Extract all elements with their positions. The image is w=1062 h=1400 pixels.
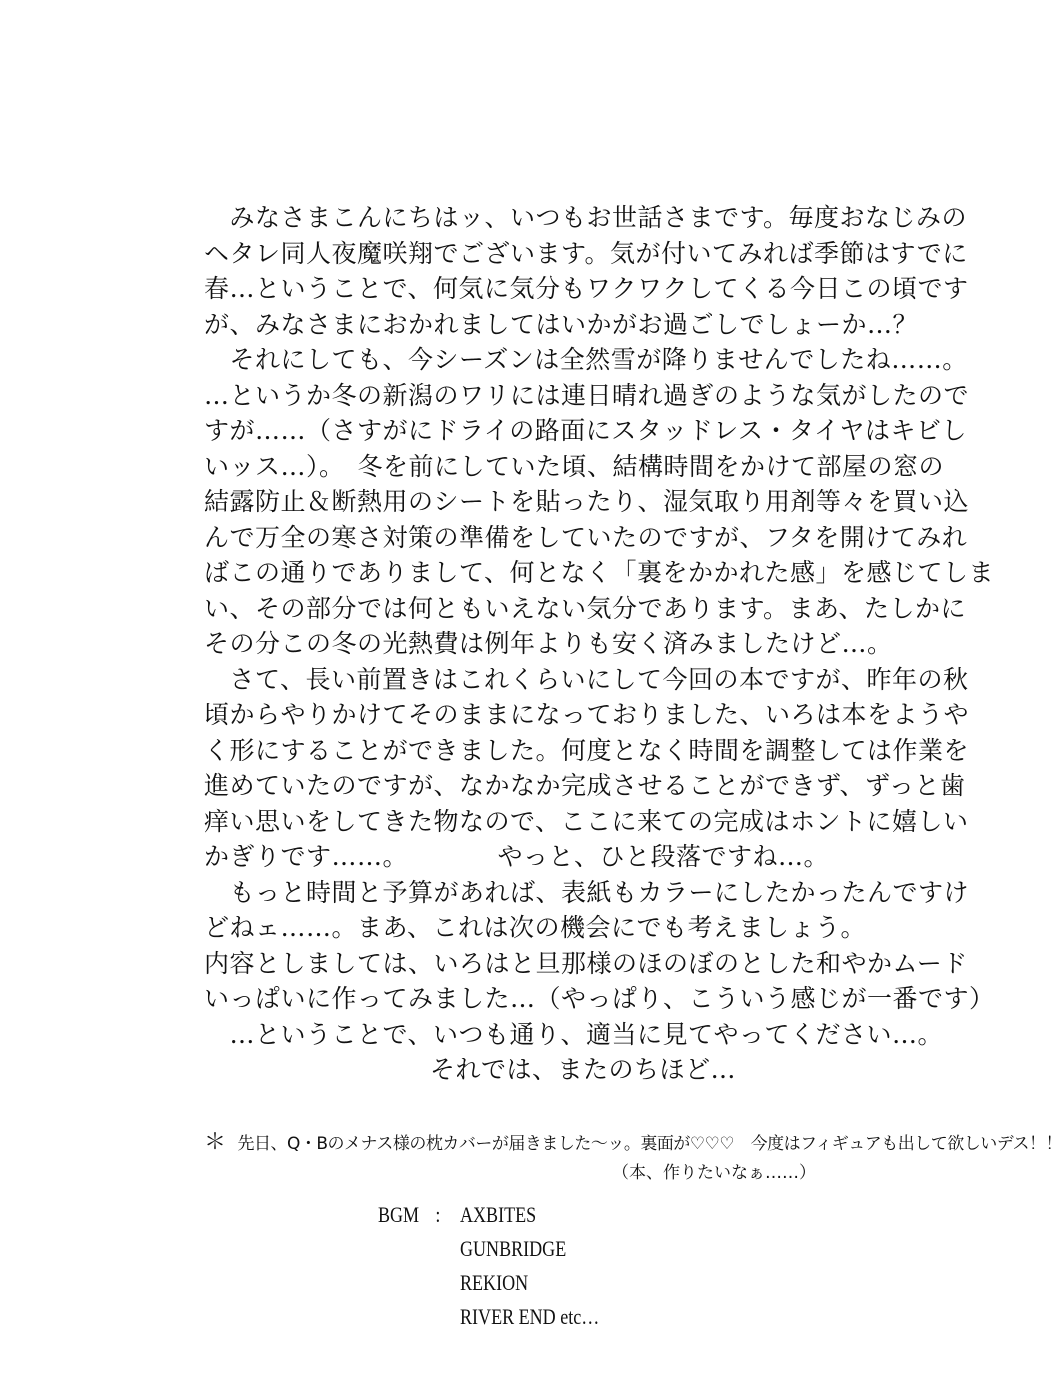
footnote-aside: （本、作りたいなぁ……） [612,1163,816,1183]
footnote-text: 先日、Q・Bのメナス様の枕カバーが届きました～ッ。裏面が♡♡♡ 今度はフィギュアも出して欲しいデス！！ [237,1134,1062,1154]
text-line: いッス…）。 冬を前にしていた頃、結構時間をかけて部屋の窓の [204,451,945,481]
bgm-item: RIVER END etc… [460,1304,600,1329]
text-line: さて、長い前置きはこれくらいにして今回の本ですが、昨年の秋 [204,664,969,694]
bgm-label: BGM [378,1202,420,1227]
text-line: すが……（さすがにドライの路面にスタッドレス・タイヤはキビし [204,416,968,445]
bgm-row [378,1232,599,1266]
closing-line: それでは、またのちほど… [429,1055,736,1084]
text-line: 痒い思いをしてきた物なので、ここに来ての完成はホントに嬉しい [204,806,969,836]
text-line: 進めていたのですが、なかなか完成させることができず、ずっと歯 [204,771,966,800]
bgm-row [378,1198,599,1232]
text-line: く形にすることができました。何度となく時間を調整しては作業を [204,735,970,765]
text-line: 結露防止＆断熱用のシートを貼ったり、湿気取り用剤等々を買い込 [204,487,970,516]
text-line: 春…ということで、何気に気分もワクワクしてくる今日この頃です [204,274,969,303]
bgm-item: GUNBRIDGE [460,1236,567,1261]
text-line: ヘタレ同人夜魔咲翔でございます。気が付いてみれば季節はすでに [204,238,968,268]
text-line: 頃からやりかけてそのままになっておりました、いろは本をようや [204,700,970,729]
text-line: もっと時間と予算があれば、表紙もカラーにしたかったんですけ [204,877,970,907]
text-line: いっぱいに作ってみました…（やっぱり、こういう感じが一番です） [204,984,995,1013]
bgm-row [378,1266,599,1300]
text-line: が、みなさまにおかれましてはいかがお過ごしでしょーか…？ [204,309,919,339]
text-line: その分この冬の光熱費は例年よりも安く済みましたけど…。 [204,629,893,658]
footnote [204,1125,1062,1156]
text-line: それにしても、今シーズンは全然雪が降りませんでしたね……。 [204,345,968,374]
asterisk-mark: ＊ [204,1130,226,1155]
text-line: 内容としましては、いろはと旦那様のほのぼのとした和やかムード [204,948,968,978]
text-line: んで万全の寒さ対策の準備をしていたのですが、フタを開けてみれ [204,522,968,552]
bgm-item: AXBITES [460,1202,537,1227]
bgm-list [378,1198,599,1334]
text-line: どねェ……。まあ、これは次の機会にでも考えましょう。 [204,913,867,942]
text-line: ばこの通りでありまして、何となく「裏をかかれた感」を感じてしま [204,558,995,587]
text-line: …ということで、いつも通り、適当に見てやってください…。 [204,1019,944,1049]
text-line: みなさまこんにちはッ、いつもお世話さまです。毎度おなじみの [204,203,968,232]
bgm-row [378,1300,599,1334]
text-line: い、その部分では何ともいえない気分であります。まあ、たしかに [204,593,967,623]
bgm-item: REKION [460,1270,529,1295]
text-line: かぎりです……。 やっと、ひと段落ですね…。 [204,842,830,871]
bgm-separator: : [435,1202,441,1227]
text-line: …というか冬の新潟のワリには連日晴れ過ぎのような気がしたので [204,380,970,410]
letter-body [204,200,995,1088]
